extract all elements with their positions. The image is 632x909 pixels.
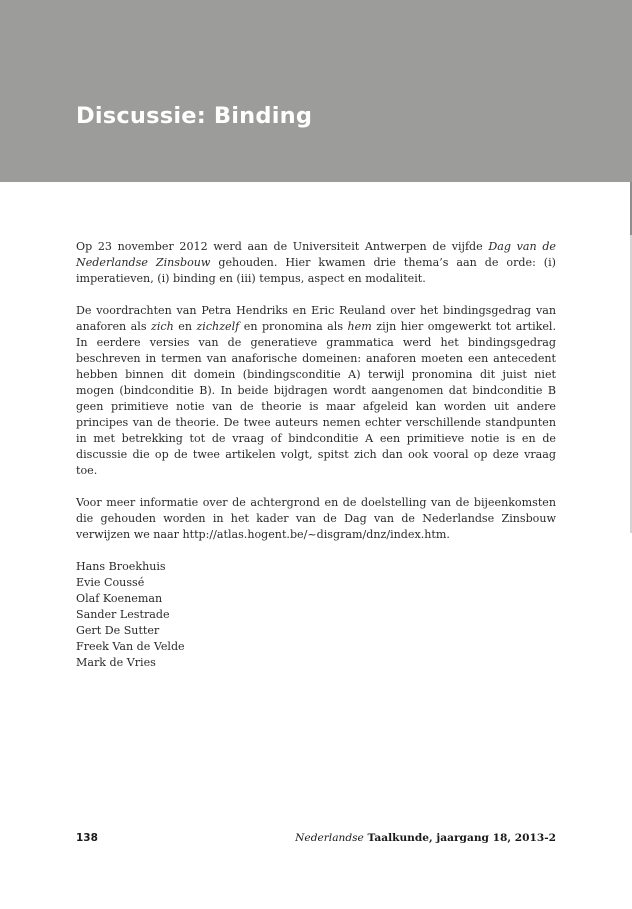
- author-name: Gert De Sutter: [76, 624, 160, 637]
- summary-paragraph: [76, 303, 556, 479]
- italic-term: hem: [347, 320, 372, 333]
- italic-term: Dag van de Nederlandse Zinsbouw: [76, 240, 556, 269]
- author-name: Hans Broekhuis: [76, 560, 166, 573]
- author-name: Freek Van de Velde: [76, 640, 185, 653]
- journal-name-italic: Nederlandse: [295, 832, 364, 844]
- page-number: 138: [76, 832, 98, 844]
- page-title: Discussie: Binding: [76, 103, 313, 129]
- text-segment: en: [173, 320, 197, 333]
- italic-term: zichzelf: [196, 320, 240, 333]
- author-name: Olaf Koeneman: [76, 592, 163, 605]
- text-segment: en pronomina als: [239, 320, 348, 333]
- author-list: [76, 559, 556, 671]
- intro-paragraph: [76, 239, 556, 287]
- author-name: Sander Lestrade: [76, 608, 170, 621]
- header-band: [0, 0, 632, 182]
- author-name: Evie Coussé: [76, 576, 145, 589]
- author-name: Mark de Vries: [76, 656, 156, 669]
- journal-volume: Taalkunde, jaargang 18, 2013-2: [363, 832, 556, 844]
- text-segment: Op 23 november 2012 werd aan de Universiteit Antwerpen de vijfde: [76, 240, 489, 253]
- page-footer: [76, 832, 556, 850]
- journal-reference: [295, 832, 556, 844]
- more-info-paragraph: [76, 495, 556, 543]
- text-segment: De voordrachten van Petra Hendriks en Eric Reuland over het bindingsgedrag van anaforen als: [76, 304, 556, 333]
- text-segment: zijn hier omgewerkt tot artikel. In eerdere versies van de generatieve grammatica werd het bindingsgedrag beschreven in termen van anaforische domeinen: anaforen moeten een antecedent hebben binnen dit domein (bindingsconditie A) terwijl pronomina dit juist niet mogen (bindconditie B). In beide bijdragen wordt aangenomen dat bindconditie B geen primitieve notie van de theorie is maar afgeleid kan worden uit andere principes van de theorie. De twee auteurs nemen echter verschillende standpunten in met betrekking tot de vraag of bindconditie A een primitieve notie is en de discussie die op de twee artikelen volgt, spitst zich dan ook vooral op deze vraag toe.: [76, 320, 556, 477]
- article-body: [76, 239, 556, 671]
- italic-term: zich: [151, 320, 174, 333]
- text-segment: Voor meer informatie over de achtergrond en de doelstelling van de bijeenkomsten die gehouden worden in het kader van de Dag van de Nederlandse Zinsbouw verwijzen we naar http://atlas.hogent.be/~disgram/dnz/index.htm.: [76, 496, 556, 541]
- text-segment: gehouden. Hier kwamen drie thema’s aan de orde: (i) imperatieven, (i) binding en (iii) tempus, aspect en modaliteit.: [76, 256, 556, 285]
